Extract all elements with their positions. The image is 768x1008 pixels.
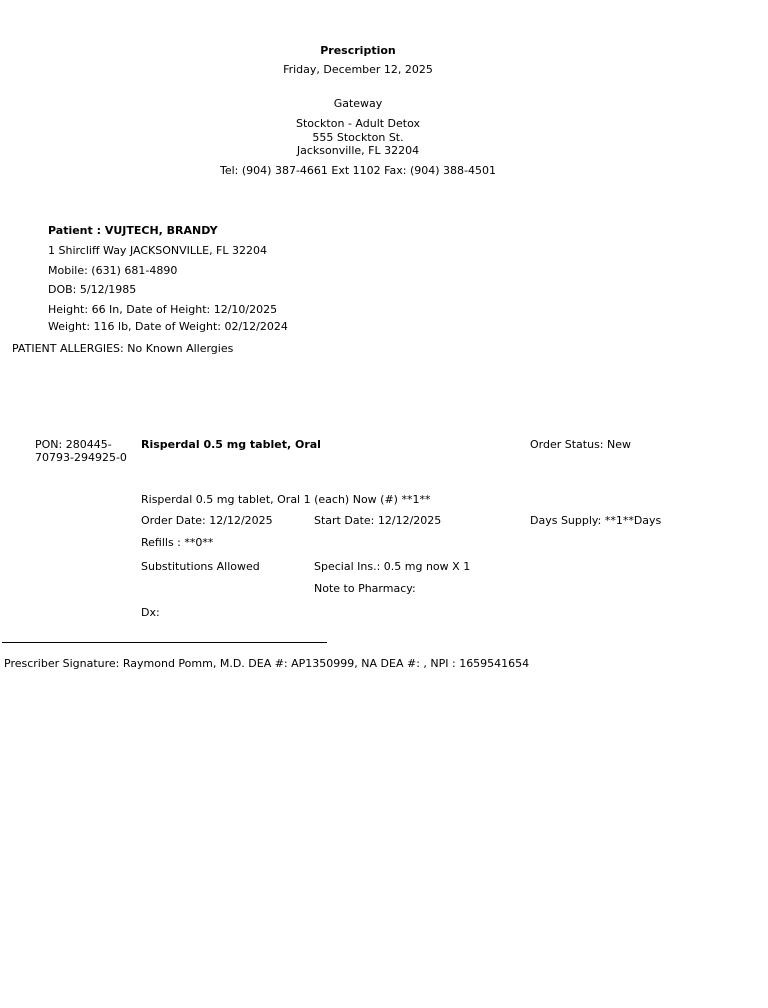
patient-name: Patient : VUJTECH, BRANDY xyxy=(48,224,218,237)
note-to-pharmacy: Note to Pharmacy: xyxy=(314,582,416,595)
drug-title: Risperdal 0.5 mg tablet, Oral xyxy=(141,438,321,451)
facility-name: Stockton - Adult Detox xyxy=(295,117,421,130)
order-status: Order Status: New xyxy=(530,438,632,451)
refills: Refills : **0** xyxy=(141,536,214,549)
order-date: Order Date: 12/12/2025 xyxy=(141,514,273,527)
drug-sig: Risperdal 0.5 mg tablet, Oral 1 (each) Now (#) **1** xyxy=(141,493,431,506)
days-supply: Days Supply: **1**Days xyxy=(530,514,662,527)
order-pon: PON: 280445-70793-294925-0 xyxy=(35,438,127,464)
document-title: Prescription xyxy=(320,44,396,57)
patient-mobile: Mobile: (631) 681-4890 xyxy=(48,264,178,277)
patient-height: Height: 66 In, Date of Height: 12/10/2025 xyxy=(48,303,278,316)
patient-weight: Weight: 116 lb, Date of Weight: 02/12/2024 xyxy=(48,320,288,333)
prescription-date: Friday, December 12, 2025 xyxy=(283,63,433,76)
signature-line xyxy=(2,642,327,643)
facility-address-line1: 555 Stockton St. xyxy=(312,131,404,144)
start-date: Start Date: 12/12/2025 xyxy=(314,514,442,527)
patient-dob: DOB: 5/12/1985 xyxy=(48,283,137,296)
facility-address-line2: Jacksonville, FL 32204 xyxy=(296,144,420,157)
prescriber-signature: Prescriber Signature: Raymond Pomm, M.D. DEA #: AP1350999, NA DEA #: , NPI : 1659541654 xyxy=(4,657,530,670)
diagnosis: Dx: xyxy=(141,606,160,619)
patient-allergies: PATIENT ALLERGIES: No Known Allergies xyxy=(12,342,234,355)
facility-contact: Tel: (904) 387-4661 Ext 1102 Fax: (904) 388-4501 xyxy=(220,164,496,177)
patient-address: 1 Shircliff Way JACKSONVILLE, FL 32204 xyxy=(48,244,268,257)
special-instructions: Special Ins.: 0.5 mg now X 1 xyxy=(314,560,471,573)
substitutions: Substitutions Allowed xyxy=(141,560,260,573)
organization-name: Gateway xyxy=(333,97,383,110)
